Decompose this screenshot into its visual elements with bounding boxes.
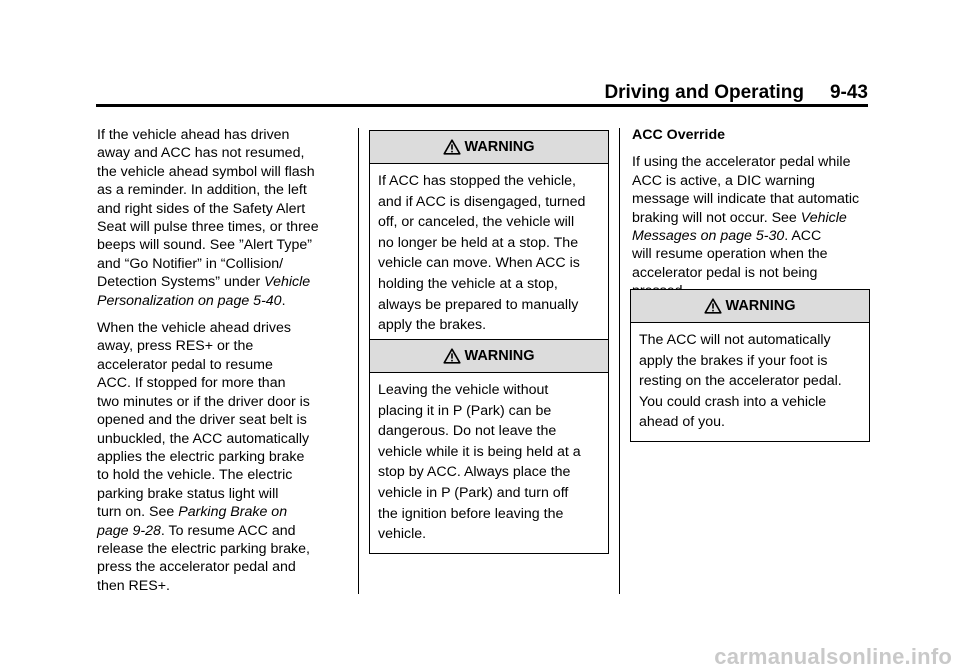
text-line xyxy=(632,172,859,190)
text-line xyxy=(632,153,859,171)
warning-text-line: vehicle. xyxy=(378,526,427,543)
body-text: the vehicle ahead symbol will flash xyxy=(97,163,315,180)
cross-reference-text: Parking Brake on xyxy=(178,504,288,521)
column-divider-right xyxy=(619,128,620,594)
text-line xyxy=(97,577,319,595)
body-text: message will indicate that automatic xyxy=(632,191,860,208)
text-line xyxy=(97,319,319,337)
body-text: Detection Systems” under xyxy=(97,274,265,291)
body-text: accelerator pedal is not being xyxy=(632,264,818,281)
text-line xyxy=(632,190,859,208)
text-line xyxy=(97,126,319,144)
text-line xyxy=(632,227,859,245)
warning-text-line: always be prepared to manually xyxy=(378,296,579,313)
text-line xyxy=(632,209,859,227)
body-text: braking will not occur. See xyxy=(632,209,801,226)
cross-reference-text: Personalization on page 5‑40 xyxy=(97,292,282,309)
warning-body xyxy=(370,164,608,344)
warning-box-park xyxy=(369,339,609,554)
warning-label: WARNING xyxy=(464,139,535,155)
body-text: applies the electric parking brake xyxy=(97,448,305,465)
text-line xyxy=(97,503,319,521)
warning-text-line: If ACC has stopped the vehicle, xyxy=(378,173,576,189)
warning-triangle-icon xyxy=(443,139,461,155)
body-text: . ACC xyxy=(784,228,822,245)
body-text: opened and the driver seat belt is xyxy=(97,412,307,429)
body-text: as a reminder. In addition, the left xyxy=(97,182,307,199)
page-number: 9-43 xyxy=(829,82,868,103)
body-text: and right sides of the Safety Alert xyxy=(97,200,306,217)
body-text: turn on. See xyxy=(97,504,179,521)
warning-label: WARNING xyxy=(725,298,796,314)
text-line xyxy=(97,356,319,374)
warning-text-line: The ACC will not automatically xyxy=(639,332,831,348)
section-title xyxy=(604,82,868,104)
text-line xyxy=(97,558,319,576)
text-line xyxy=(97,255,319,273)
warning-body xyxy=(370,373,608,553)
warning-text-line: off, or canceled, the vehicle will xyxy=(378,214,575,231)
cross-reference-text: Vehicle xyxy=(264,274,311,291)
warning-text-line: and if ACC is disengaged, turned xyxy=(378,193,586,210)
body-text: two minutes or if the driver door is xyxy=(97,393,310,410)
warning-text-line: apply the brakes if your foot is xyxy=(639,352,828,369)
text-line xyxy=(97,236,319,254)
warning-header xyxy=(370,131,608,164)
text-line xyxy=(97,466,319,484)
text-line xyxy=(97,144,319,162)
warning-text-line: vehicle can move. When ACC is xyxy=(378,255,580,272)
body-text: . To resume ACC and xyxy=(160,522,296,539)
body-text: then RES+. xyxy=(97,577,170,594)
body-text: away, press RES+ or the xyxy=(97,338,254,355)
body-text: ACC. If stopped for more than xyxy=(97,375,286,392)
warning-header xyxy=(370,340,608,373)
body-text: press the accelerator pedal and xyxy=(97,559,296,576)
text-line xyxy=(97,374,319,392)
text-line xyxy=(632,264,859,282)
section-heading-acc-override: ACC Override xyxy=(632,127,726,143)
body-text: release the electric parking brake, xyxy=(97,540,310,557)
body-text: will resume operation when the xyxy=(632,246,828,263)
warning-text-line: Leaving the vehicle without xyxy=(378,382,549,398)
warning-header xyxy=(631,290,869,323)
paragraph-acc-override xyxy=(632,153,859,300)
cross-reference-text: Vehicle xyxy=(800,209,847,226)
warning-text-line: holding the vehicle at a stop, xyxy=(378,275,558,292)
warning-box-stopped xyxy=(369,130,609,345)
text-line xyxy=(97,393,319,411)
warning-text-line: resting on the accelerator pedal. xyxy=(639,373,842,390)
body-text: away and ACC has not resumed, xyxy=(97,145,305,162)
text-line xyxy=(97,163,319,181)
body-text: When the vehicle ahead drives xyxy=(97,320,292,337)
paragraph-resume xyxy=(97,319,319,595)
warning-triangle-icon xyxy=(704,298,722,314)
warning-text-line: apply the brakes. xyxy=(378,317,487,334)
text-line xyxy=(97,522,319,540)
body-text: and “Go Notifier” in “Collision/ xyxy=(97,255,284,272)
body-text: If the vehicle ahead has driven xyxy=(97,127,290,143)
column-3 xyxy=(632,126,859,310)
text-line xyxy=(97,448,319,466)
text-line xyxy=(97,218,319,236)
body-text: accelerator pedal to resume xyxy=(97,356,273,373)
text-line xyxy=(97,411,319,429)
paragraph-vehicle-ahead xyxy=(97,126,319,310)
text-line xyxy=(97,337,319,355)
warning-text-line: the ignition before leaving the xyxy=(378,505,564,522)
cross-reference-text: Messages on page 5‑30 xyxy=(632,228,785,245)
body-text: Seat will pulse three times, or three xyxy=(97,219,319,236)
warning-box-foot xyxy=(630,289,870,442)
text-line xyxy=(97,292,319,310)
watermark: carmanualsonline.info xyxy=(714,644,952,669)
warning-triangle-icon xyxy=(443,348,461,364)
cross-reference-text: page 9‑28 xyxy=(97,522,161,539)
text-line xyxy=(97,485,319,503)
column-1 xyxy=(97,126,319,604)
body-text: ACC is active, a DIC warning xyxy=(632,172,815,189)
header-rule xyxy=(96,104,868,107)
text-line xyxy=(97,273,319,291)
warning-label: WARNING xyxy=(464,348,535,364)
text-line xyxy=(97,181,319,199)
body-text: If using the accelerator pedal while xyxy=(632,154,851,171)
warning-text-line: placing it in P (Park) can be xyxy=(378,402,552,419)
body-text: unbuckled, the ACC automatically xyxy=(97,430,310,447)
warning-text-line: You could crash into a vehicle xyxy=(639,393,827,410)
warning-body xyxy=(631,323,869,441)
warning-text-line: dangerous. Do not leave the xyxy=(378,423,557,440)
warning-text-line: no longer be held at a stop. The xyxy=(378,234,579,251)
warning-text-line: vehicle while it is being held at a xyxy=(378,443,581,460)
body-text: beeps will sound. See ”Alert Type” xyxy=(97,237,313,254)
body-text: . xyxy=(281,292,286,309)
warning-text-line: stop by ACC. Always place the xyxy=(378,464,571,481)
body-text: parking brake status light will xyxy=(97,485,279,502)
text-line xyxy=(97,200,319,218)
section-title-text: Driving and Operating xyxy=(604,82,804,103)
warning-text-line: ahead of you. xyxy=(639,414,725,431)
warning-text-line: vehicle in P (Park) and turn off xyxy=(378,484,569,501)
text-line xyxy=(97,430,319,448)
text-line xyxy=(97,540,319,558)
body-text: to hold the vehicle. The electric xyxy=(97,467,293,484)
column-divider-left xyxy=(358,128,359,594)
text-line xyxy=(632,245,859,263)
